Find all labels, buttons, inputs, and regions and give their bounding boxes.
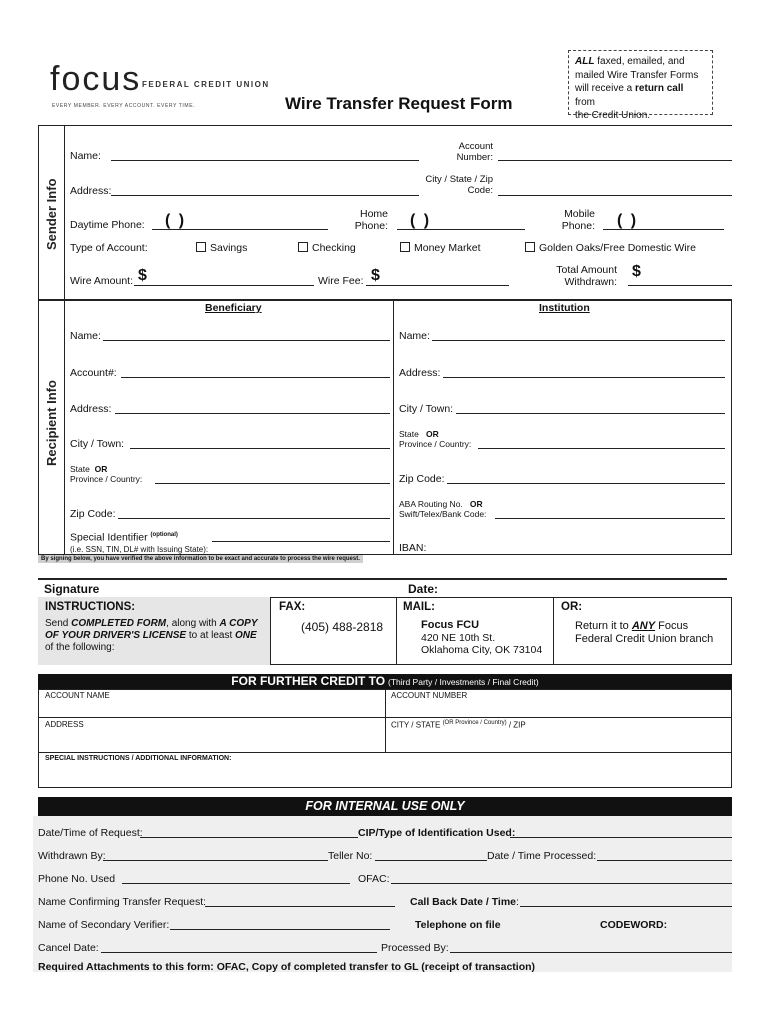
sender-city-field[interactable] — [498, 195, 732, 196]
beneficiary-account-field[interactable] — [121, 377, 390, 378]
cancel-date-label: Cancel Date: — [38, 942, 99, 954]
wire-fee-label: Wire Fee: — [318, 275, 364, 287]
institution-address-field[interactable] — [443, 377, 725, 378]
mobile-phone-label — [550, 208, 595, 232]
sender-address-label: Address: — [70, 185, 112, 197]
daytime-phone-label: Daytime Phone: — [70, 219, 145, 231]
or-text-2: Focus — [655, 620, 689, 632]
daytime-phone-paren: ( ) — [165, 212, 187, 229]
beneficiary-address-field[interactable] — [115, 413, 390, 414]
call-back-label — [410, 896, 519, 908]
institution-name-label: Name: — [399, 330, 430, 342]
beneficiary-city-field[interactable] — [130, 448, 390, 449]
sender-address-field[interactable] — [111, 195, 419, 196]
institution-zip-field[interactable] — [447, 483, 725, 484]
ffc-heading: FOR FURTHER CREDIT TO — [231, 674, 386, 688]
or-divider — [553, 597, 554, 665]
money-market-label: Money Market — [414, 242, 481, 254]
logo — [50, 60, 141, 99]
secondary-verifier-field[interactable] — [170, 929, 390, 930]
recipient-section — [38, 300, 732, 555]
cip-label: CIP/Type of Identification Used: — [358, 827, 516, 839]
teller-no-field[interactable] — [375, 860, 487, 861]
logo-tagline: EVERY MEMBER. EVERY ACCOUNT. EVERY TIME. — [52, 103, 196, 109]
beneficiary-state-label-2: Province / Country: — [70, 474, 143, 484]
mail-divider — [396, 597, 397, 665]
required-attachments: Required Attachments to this form: OFAC, Copy of completed transfer to GL (receipt of transaction) — [38, 961, 536, 973]
mail-city: Oklahoma City, OK 73104 — [421, 644, 543, 656]
ffc-city-state-a: CITY / STATE — [391, 720, 443, 730]
wire-amount-field[interactable] — [134, 285, 314, 286]
or-text — [575, 620, 713, 646]
ffc-account-number-label: ACCOUNT NUMBER — [391, 691, 468, 700]
home-phone-paren: ( ) — [410, 212, 432, 229]
home-phone-label — [340, 208, 388, 232]
institution-heading: Institution — [539, 302, 590, 314]
beneficiary-special-label — [70, 530, 208, 555]
sender-account-label-1: Account — [458, 141, 493, 152]
internal-heading: FOR INTERNAL USE ONLY — [305, 799, 465, 813]
total-withdrawn-dollar: $ — [632, 263, 641, 280]
ffc-heading-sub: (Third Party / Investments / Final Credit) — [388, 677, 539, 687]
checking-label: Checking — [312, 242, 356, 254]
telephone-on-file-label: Telephone on file — [415, 919, 501, 931]
beneficiary-special-label-2: (i.e. SSN, TIN, DL# with Issuing State): — [70, 544, 209, 554]
mail-name: Focus FCU — [421, 619, 480, 631]
institution-aba-label-2: Swift/Telex/Bank Code: — [399, 509, 487, 519]
home-phone-label-1: Home — [359, 208, 388, 220]
sender-city-label-2: Code: — [467, 185, 493, 196]
teller-no-label: Teller No: — [328, 850, 373, 862]
date-time-processed-field[interactable] — [597, 860, 732, 861]
account-type-label: Type of Account: — [70, 242, 148, 254]
beneficiary-special-label-1: Special Identifier — [70, 531, 151, 544]
ofac-label: OFAC: — [358, 873, 390, 885]
sender-account-field[interactable] — [498, 160, 732, 161]
institution-state-field[interactable] — [478, 448, 725, 449]
beneficiary-account-label: Account#: — [70, 367, 117, 379]
institution-zip-label: Zip Code: — [399, 473, 445, 485]
institution-city-label: City / Town: — [399, 403, 454, 415]
sender-city-label — [410, 174, 493, 196]
notice-all: ALL — [575, 56, 595, 67]
total-withdrawn-field[interactable] — [628, 285, 732, 286]
beneficiary-special-optional: (optional) — [150, 532, 178, 538]
withdrawn-by-label: Withdrawn By: — [38, 850, 106, 862]
instructions-text — [45, 618, 267, 654]
notice-line-1: faxed, emailed, and — [594, 56, 685, 67]
or-any: ANY — [631, 620, 656, 632]
golden-oaks-checkbox[interactable] — [525, 242, 535, 252]
phone-no-used-field[interactable] — [122, 883, 350, 884]
signature-label: Signature — [44, 582, 100, 596]
golden-oaks-label: Golden Oaks/Free Domestic Wire — [539, 242, 696, 254]
date-time-processed-label: Date / Time Processed: — [487, 850, 597, 862]
or-text-1: Return it to — [575, 620, 632, 632]
wire-fee-field[interactable] — [366, 285, 509, 286]
beneficiary-address-label: Address: — [70, 403, 112, 415]
mail-street: 420 NE 10th St. — [421, 631, 496, 644]
notice-line-4: the Credit Union. — [575, 110, 651, 121]
phone-no-used-label: Phone No. Used — [38, 873, 116, 885]
mobile-phone-paren: ( ) — [617, 212, 639, 229]
secondary-verifier-label: Name of Secondary Verifier: — [38, 919, 170, 931]
sender-city-label-1: City / State / Zip — [425, 174, 493, 185]
beneficiary-zip-label: Zip Code: — [70, 508, 116, 520]
notice-line-2: mailed Wire Transfer Forms — [575, 69, 699, 81]
opt-checking[interactable] — [298, 242, 356, 254]
instructions-t2: COMPLETED FORM — [71, 618, 167, 629]
ffc-account-name-label: ACCOUNT NAME — [45, 691, 110, 700]
notice-return-call: return call — [635, 83, 684, 94]
processed-by-field[interactable] — [450, 952, 732, 953]
fax-number: (405) 488-2818 — [301, 620, 384, 634]
beneficiary-state-field[interactable] — [155, 483, 390, 484]
sender-info-label: Sender Info — [44, 178, 59, 250]
sender-account-label — [440, 141, 493, 163]
beneficiary-state-label-1: State — [70, 464, 90, 474]
ffc-col-divider — [385, 689, 386, 752]
instructions-t1: Send — [45, 618, 72, 629]
institution-aba-label-1: ABA Routing No. — [399, 499, 463, 509]
instructions-t8: of the following: — [45, 642, 115, 653]
page-title: Wire Transfer Request Form — [285, 94, 513, 113]
name-confirming-field[interactable] — [205, 906, 395, 907]
logo-word: focus — [50, 60, 142, 98]
fax-heading: FAX: — [279, 601, 306, 613]
mobile-phone-field[interactable] — [603, 229, 724, 230]
cip-field[interactable] — [510, 837, 732, 838]
home-phone-label-2: Phone: — [354, 220, 388, 232]
institution-name-field[interactable] — [432, 340, 725, 341]
beneficiary-institution-divider — [393, 300, 394, 555]
instructions-t7: ONE — [235, 630, 257, 641]
or-text-3: Federal Credit Union branch — [575, 633, 714, 645]
total-withdrawn-label-1: Total Amount — [556, 264, 617, 276]
internal-heading-bar — [38, 797, 732, 816]
ffc-address-label: ADDRESS — [45, 720, 84, 729]
opt-savings[interactable] — [196, 242, 247, 254]
instructions-t3: , along with — [166, 618, 220, 629]
notice-line-3a: will receive a — [575, 83, 636, 94]
beneficiary-zip-field[interactable] — [118, 518, 390, 519]
or-heading: OR: — [561, 601, 583, 613]
mail-heading: MAIL: — [403, 601, 435, 613]
ffc-city-state-label — [391, 720, 526, 730]
institution-address-label: Address: — [399, 367, 441, 379]
wire-amount-label: Wire Amount: — [70, 275, 134, 287]
codeword-label: CODEWORD: — [600, 919, 668, 931]
savings-checkbox[interactable] — [196, 242, 206, 252]
home-phone-field[interactable] — [397, 229, 525, 230]
opt-money-market[interactable] — [400, 242, 481, 254]
total-withdrawn-label — [545, 264, 617, 288]
signature-date-label: Date: — [408, 582, 439, 596]
savings-label: Savings — [210, 242, 248, 254]
date-time-request-label: Date/Time of Request: — [38, 827, 143, 839]
daytime-phone-field[interactable] — [152, 229, 328, 230]
call-back-label-text: Call Back Date / Time — [410, 896, 517, 908]
wire-amount-dollar: $ — [138, 267, 147, 284]
notice-box — [568, 50, 713, 121]
beneficiary-state-label — [70, 464, 142, 484]
beneficiary-heading: Beneficiary — [205, 302, 262, 314]
instructions-heading: INSTRUCTIONS: — [45, 601, 136, 613]
sender-name-label: Name: — [70, 150, 101, 162]
mobile-phone-label-1: Mobile — [564, 208, 595, 220]
institution-aba-or: OR — [469, 499, 483, 509]
mobile-phone-label-2: Phone: — [561, 220, 595, 232]
instructions-t5: OF YOUR DRIVER'S LICENSE — [45, 630, 187, 641]
withdrawn-by-field[interactable] — [103, 860, 328, 861]
institution-state-or: OR — [425, 429, 439, 439]
ofac-field[interactable] — [391, 883, 732, 884]
logo-subtitle: FEDERAL CREDIT UNION — [142, 80, 270, 89]
opt-golden-oaks[interactable] — [525, 242, 696, 254]
institution-aba-label — [399, 499, 486, 519]
instructions-t4: A COPY — [219, 618, 258, 629]
ffc-row-divider-2 — [38, 752, 732, 753]
beneficiary-name-field[interactable] — [103, 340, 390, 341]
notice-line-3c: from — [575, 96, 595, 108]
signature-line[interactable] — [38, 578, 727, 580]
beneficiary-name-label: Name: — [70, 330, 101, 342]
total-withdrawn-label-2: Withdrawn: — [564, 276, 617, 288]
institution-city-field[interactable] — [456, 413, 725, 414]
name-confirming-label: Name Confirming Transfer Request: — [38, 896, 207, 908]
sender-name-field[interactable] — [111, 160, 419, 161]
beneficiary-city-label: City / Town: — [70, 438, 125, 450]
recipient-info-label: Recipient Info — [44, 380, 59, 466]
institution-state-label — [399, 429, 471, 449]
institution-state-label-1: State — [399, 429, 419, 439]
ffc-city-state-c: / ZIP — [506, 720, 526, 730]
institution-iban-label: IBAN: — [399, 542, 427, 554]
institution-aba-field[interactable] — [495, 518, 725, 519]
institution-state-label-2: Province / Country: — [399, 439, 472, 449]
ffc-heading-bar — [38, 674, 732, 689]
beneficiary-state-or: OR — [94, 464, 108, 474]
date-time-request-field[interactable] — [140, 837, 358, 838]
wire-fee-dollar: $ — [371, 267, 380, 284]
agreement-text: By signing below, you have verified the above information to be exact and accurate to process the wire request. — [38, 555, 363, 563]
ffc-special-label: SPECIAL INSTRUCTIONS / ADDITIONAL INFORMATION: — [45, 755, 232, 762]
mail-address — [421, 619, 542, 657]
instructions-t6: to at least — [186, 630, 236, 641]
checking-checkbox[interactable] — [298, 242, 308, 252]
call-back-colon: : — [516, 896, 519, 908]
beneficiary-special-field[interactable] — [212, 541, 390, 542]
processed-by-label: Processed By: — [381, 942, 449, 954]
money-market-checkbox[interactable] — [400, 242, 410, 252]
call-back-field[interactable] — [520, 906, 732, 907]
ffc-city-state-b: (OR Province / Country) — [442, 720, 507, 726]
recipient-divider — [64, 300, 65, 555]
sender-account-label-2: Number: — [456, 152, 493, 163]
cancel-date-field[interactable] — [101, 952, 377, 953]
sender-divider — [64, 125, 65, 300]
